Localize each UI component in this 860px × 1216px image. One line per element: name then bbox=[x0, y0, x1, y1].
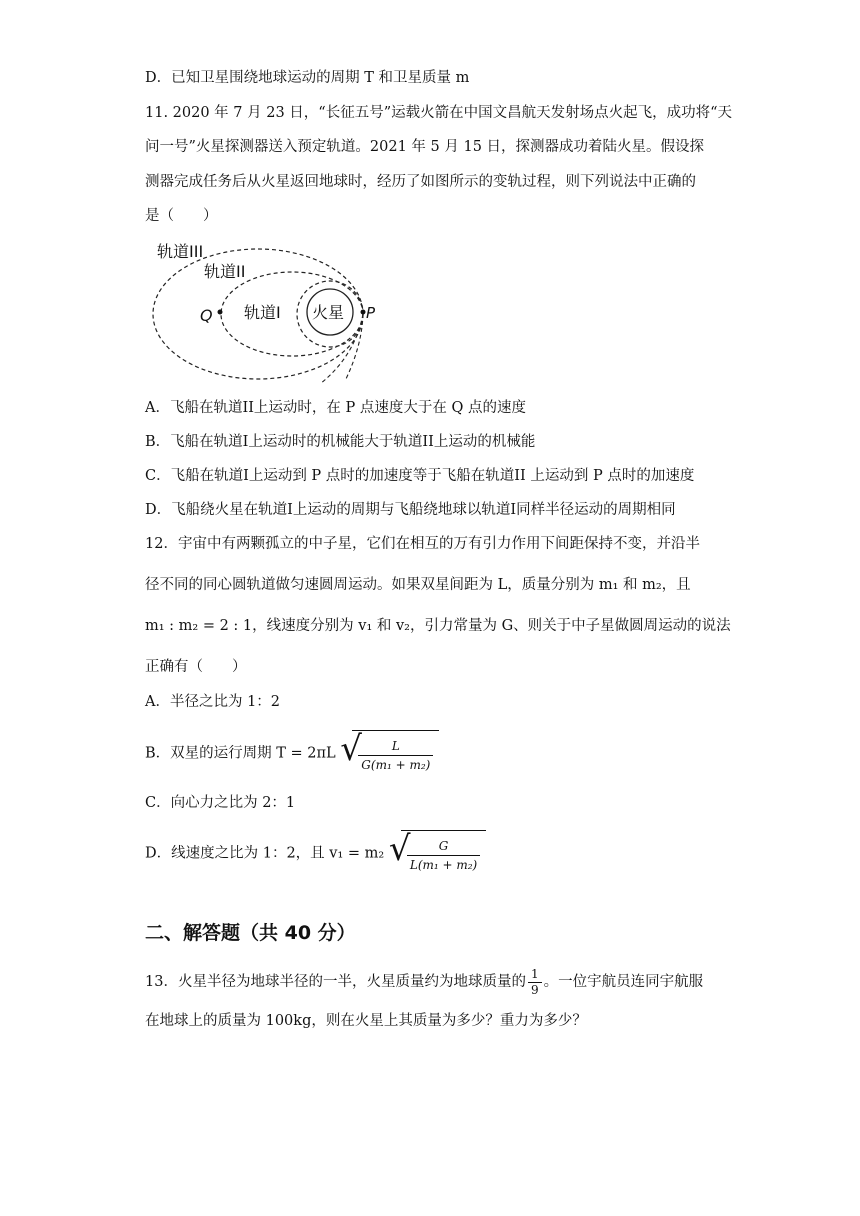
q11-stem-line2: 问一号”火星探测器送入预定轨道。2021 年 5 月 15 日，探测器成功着陆火星。假设探 bbox=[145, 139, 705, 155]
planet-label: 火星 bbox=[312, 303, 345, 322]
q12-option-d bbox=[145, 830, 486, 877]
fraction-denominator: L(m₁ + m₂) bbox=[409, 857, 478, 872]
q12-stem-line2: 径不同的同心圆轨道做匀速圆周运动。如果双星间距为 L，质量分别为 m₁ 和 m₂，且 bbox=[145, 577, 691, 593]
q12-option-c: C．向心力之比为 2：1 bbox=[145, 795, 296, 811]
q11-stem-line4: 是（ ） bbox=[145, 208, 218, 224]
fraction-numerator: L bbox=[358, 737, 433, 756]
q13-stem-line2: 在地球上的质量为 100kg，则在火星上其质量为多少？重力为多少？ bbox=[145, 1013, 587, 1029]
point-p-label: P bbox=[366, 304, 376, 322]
orbit-diagram bbox=[140, 236, 380, 388]
q12-option-b bbox=[145, 730, 439, 777]
q11-option-c: C．飞船在轨道I上运动到 P 点时的加速度等于飞船在轨道II 上运动到 P 点时的加速度 bbox=[145, 468, 695, 484]
q11-stem-line1: 11. 2020 年 7 月 23 日，“长征五号”运载火箭在中国文昌航天发射场点火起飞，成功将“天 bbox=[145, 105, 733, 121]
fraction-denominator: G(m₁ + m₂) bbox=[361, 757, 431, 772]
q11-option-b: B．飞船在轨道I上运动时的机械能大于轨道II上运动的机械能 bbox=[145, 434, 536, 450]
point-q-dot bbox=[218, 310, 223, 315]
q12-option-d-text: D．线速度之比为 1：2，且 v₁ = m₂ bbox=[145, 845, 385, 862]
q11-option-a: A．飞船在轨道II上运动时，在 P 点速度大于在 Q 点的速度 bbox=[145, 400, 527, 416]
fraction-numerator: G bbox=[407, 837, 480, 856]
sqrt-expression: √ $\frac{L}{\text{G(m₁ + m₂)}}$ bbox=[340, 730, 439, 777]
point-q-label: Q bbox=[200, 306, 213, 325]
q11-option-d: D．飞船绕火星在轨道I上运动的周期与飞船绕地球以轨道I同样半径运动的周期相同 bbox=[145, 502, 676, 518]
q12-stem-line3: m₁ : m₂ = 2 : 1，线速度分别为 v₁ 和 v₂，引力常量为 G、则关于中子星做圆周运动的说法 bbox=[145, 618, 731, 634]
q10-option-d: D．已知卫星围绕地球运动的周期 T 和卫星质量 m bbox=[145, 70, 470, 86]
sqrt-expression: √ $\frac{G}{\text{L(m₁ + m₂)}}$ bbox=[389, 830, 486, 877]
mass-fraction bbox=[528, 967, 542, 998]
fraction-denominator: 9 bbox=[530, 982, 539, 997]
q13-stem-line1 bbox=[145, 964, 703, 1000]
q12-option-a: A．半径之比为 1：2 bbox=[145, 694, 281, 710]
orbit-3-label: 轨道III bbox=[157, 242, 204, 261]
orbit-1-label: 轨道I bbox=[244, 303, 281, 322]
q13-text-a: 13．火星半径为地球半径的一半，火星质量约为地球质量的 bbox=[145, 974, 526, 990]
q12-stem-line4: 正确有（ ） bbox=[145, 659, 247, 675]
q13-text-b: 。一位宇航员连同宇航服 bbox=[543, 974, 704, 990]
q11-stem-line3: 测器完成任务后从火星返回地球时，经历了如图所示的变轨过程，则下列说法中正确的 bbox=[145, 174, 696, 190]
point-p-dot bbox=[361, 310, 366, 315]
q12-stem-line1: 12．宇宙中有两颗孤立的中子星，它们在相互的万有引力作用下间距保持不变，并沿半 bbox=[145, 536, 700, 552]
section-title: 二、解答题（共 40 分） bbox=[145, 922, 356, 944]
q12-option-b-text: B．双星的运行周期 T = 2πL bbox=[145, 745, 336, 762]
fraction-numerator: 1 bbox=[528, 967, 542, 983]
orbit-2-label: 轨道II bbox=[204, 262, 246, 281]
